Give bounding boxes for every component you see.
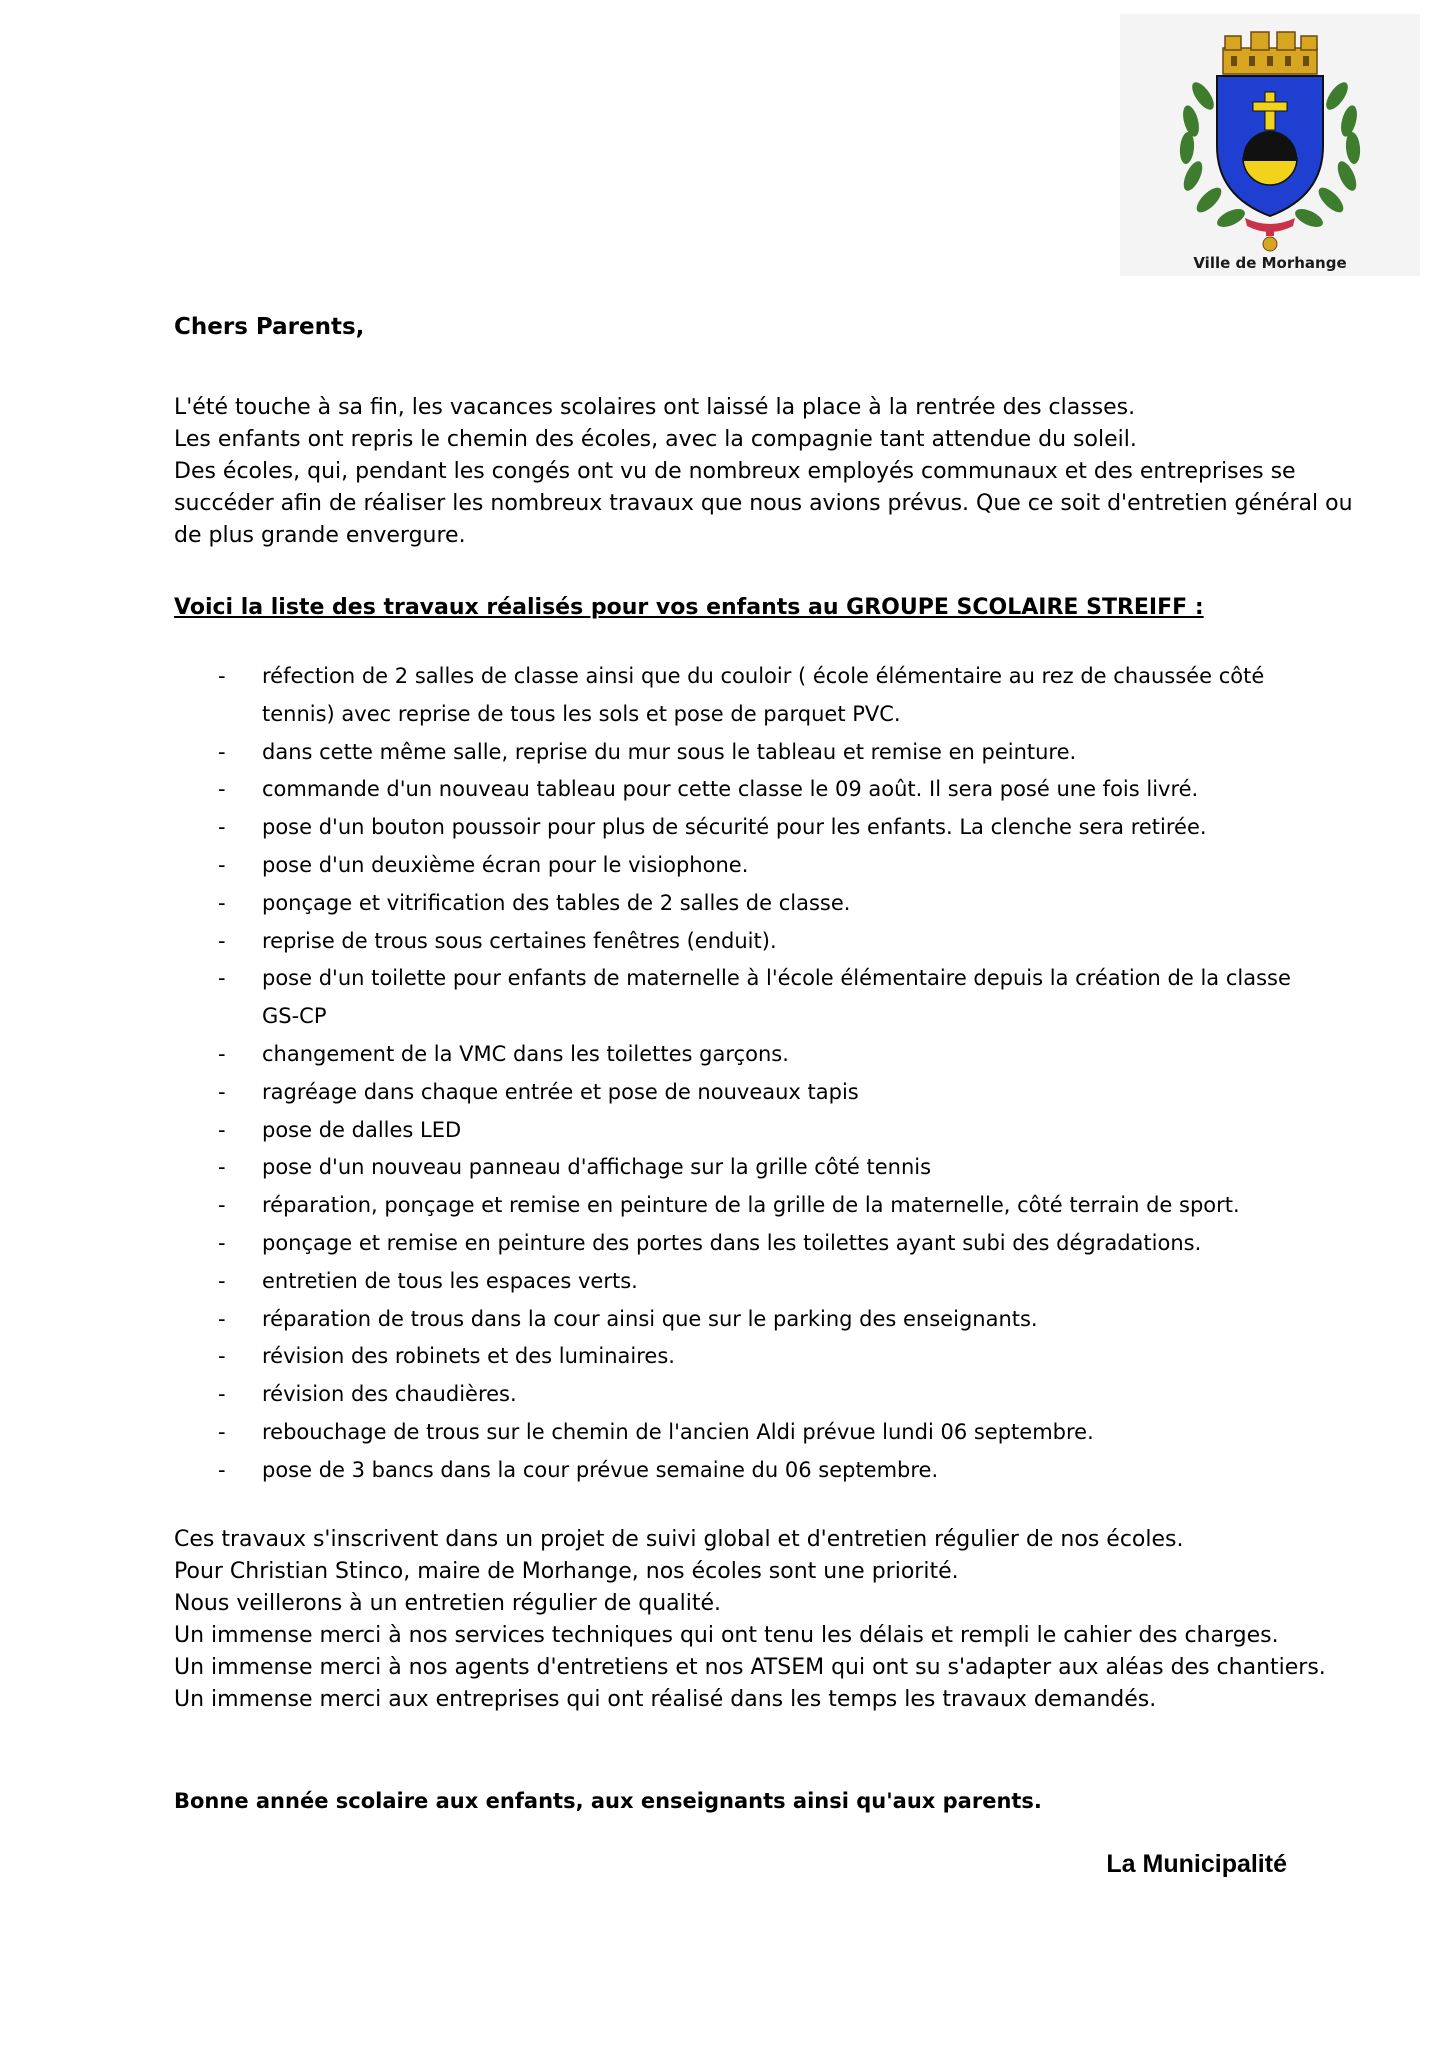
bullet-dash: -	[218, 890, 226, 915]
bullet-dash: -	[218, 1419, 226, 1444]
bullet-dash: -	[218, 852, 226, 877]
list-item-text: réparation, ponçage et remise en peinture de la grille de la maternelle, côté terrain de sport.	[262, 1193, 1240, 1218]
list-item-text: commande d'un nouveau tableau pour cette classe le 09 août. Il sera posé une fois livré.	[262, 777, 1199, 802]
list-item	[218, 1187, 1298, 1225]
closing-line: Ces travaux s'inscrivent dans un projet de suivi global et d'entretien régulier de nos écoles.	[174, 1527, 1184, 1552]
list-item-text: réfection de 2 salles de classe ainsi que du couloir ( école élémentaire au rez de chaussée côté tennis) avec reprise de tous les sols et pose de parquet PVC.	[262, 664, 1265, 726]
works-list-heading: Voici la liste des travaux réalisés pour vos enfants au GROUPE SCOLAIRE STREIFF :	[174, 595, 1204, 620]
bullet-dash: -	[218, 1041, 226, 1066]
list-item-text: pose d'un nouveau panneau d'affichage sur la grille côté tennis	[262, 1155, 932, 1180]
list-item-text: changement de la VMC dans les toilettes garçons.	[262, 1041, 789, 1066]
list-item-text: ponçage et remise en peinture des portes dans les toilettes ayant subi des dégradations.	[262, 1230, 1202, 1255]
list-item-text: pose d'un deuxième écran pour le visiophone.	[262, 852, 749, 877]
list-item	[218, 1263, 1298, 1301]
city-logo	[1120, 14, 1420, 276]
signature: La Municipalité	[1106, 1850, 1287, 1878]
bullet-dash: -	[218, 1306, 226, 1331]
list-item	[218, 923, 1298, 961]
list-item	[218, 1338, 1298, 1376]
list-item-text: entretien de tous les espaces verts.	[262, 1268, 638, 1293]
list-item-text: pose de 3 bancs dans la cour prévue semaine du 06 septembre.	[262, 1457, 939, 1482]
intro-line: L'été touche à sa fin, les vacances scolaires ont laissé la place à la rentrée des classes.	[174, 395, 1136, 420]
closing-paragraph	[174, 1524, 1354, 1716]
list-item	[218, 885, 1298, 923]
bullet-dash: -	[218, 1155, 226, 1180]
greeting: Chers Parents,	[174, 314, 365, 340]
bullet-dash: -	[218, 739, 226, 764]
bullet-dash: -	[218, 928, 226, 953]
list-item-text: pose d'un toilette pour enfants de maternelle à l'école élémentaire depuis la création de la classe GS-CP	[262, 966, 1291, 1029]
list-item	[218, 960, 1298, 1036]
list-item-text: reprise de trous sous certaines fenêtres (enduit).	[262, 928, 777, 953]
list-item	[218, 1301, 1298, 1339]
list-item	[218, 1452, 1298, 1490]
works-list	[218, 658, 1298, 1490]
bullet-dash: -	[218, 1117, 226, 1142]
closing-line: Un immense merci aux entreprises qui ont réalisé dans les temps les travaux demandés.	[174, 1687, 1157, 1712]
bullet-dash: -	[218, 1344, 226, 1369]
list-item	[218, 734, 1298, 772]
intro-line: Les enfants ont repris le chemin des écoles, avec la compagnie tant attendue du soleil.	[174, 427, 1137, 452]
list-item	[218, 1149, 1298, 1187]
list-item	[218, 658, 1298, 734]
list-item	[218, 771, 1298, 809]
closing-line: Un immense merci à nos services techniques qui ont tenu les délais et rempli le cahier des charges.	[174, 1623, 1279, 1648]
logo-caption: Ville de Morhange	[1193, 254, 1347, 272]
bullet-dash: -	[218, 1457, 226, 1482]
list-item-text: révision des robinets et des luminaires.	[262, 1344, 675, 1369]
list-item-text: réparation de trous dans la cour ainsi que sur le parking des enseignants.	[262, 1306, 1038, 1331]
list-item	[218, 1414, 1298, 1452]
bullet-dash: -	[218, 1230, 226, 1255]
intro-paragraph	[174, 392, 1354, 552]
bullet-dash: -	[218, 664, 226, 688]
bullet-dash: -	[218, 777, 226, 802]
list-item	[218, 1112, 1298, 1150]
list-item-text: dans cette même salle, reprise du mur sous le tableau et remise en peinture.	[262, 739, 1077, 764]
coat-of-arms-icon	[1165, 26, 1375, 258]
list-item	[218, 1036, 1298, 1074]
list-item	[218, 847, 1298, 885]
intro-line: Des écoles, qui, pendant les congés ont vu de nombreux employés communaux et des entreprises se succéder afin de réaliser les nombreux travaux que nous avions prévus. Que ce soit d'entretien général ou de plus grande envergure.	[174, 459, 1353, 548]
list-item-text: pose d'un bouton poussoir pour plus de sécurité pour les enfants. La clenche sera retirée.	[262, 815, 1207, 840]
list-item-text: ragréage dans chaque entrée et pose de nouveaux tapis	[262, 1079, 859, 1104]
bullet-dash: -	[218, 1268, 226, 1293]
closing-line: Un immense merci à nos agents d'entretiens et nos ATSEM qui ont su s'adapter aux aléas des chantiers.	[174, 1655, 1326, 1680]
closing-line: Pour Christian Stinco, maire de Morhange, nos écoles sont une priorité.	[174, 1559, 959, 1584]
list-item-text: révision des chaudières.	[262, 1382, 517, 1407]
bullet-dash: -	[218, 966, 226, 991]
bullet-dash: -	[218, 1193, 226, 1218]
bullet-dash: -	[218, 1079, 226, 1104]
closing-line: Nous veillerons à un entretien régulier de qualité.	[174, 1591, 721, 1616]
list-item-text: rebouchage de trous sur le chemin de l'ancien Aldi prévue lundi 06 septembre.	[262, 1419, 1094, 1444]
list-item	[218, 1074, 1298, 1112]
bullet-dash: -	[218, 1382, 226, 1407]
list-item	[218, 1225, 1298, 1263]
closing-wish: Bonne année scolaire aux enfants, aux enseignants ainsi qu'aux parents.	[174, 1789, 1042, 1813]
list-item-text: pose de dalles LED	[262, 1117, 462, 1142]
list-item	[218, 809, 1298, 847]
list-item	[218, 1376, 1298, 1414]
list-item-text: ponçage et vitrification des tables de 2 salles de classe.	[262, 890, 851, 915]
bullet-dash: -	[218, 815, 226, 840]
